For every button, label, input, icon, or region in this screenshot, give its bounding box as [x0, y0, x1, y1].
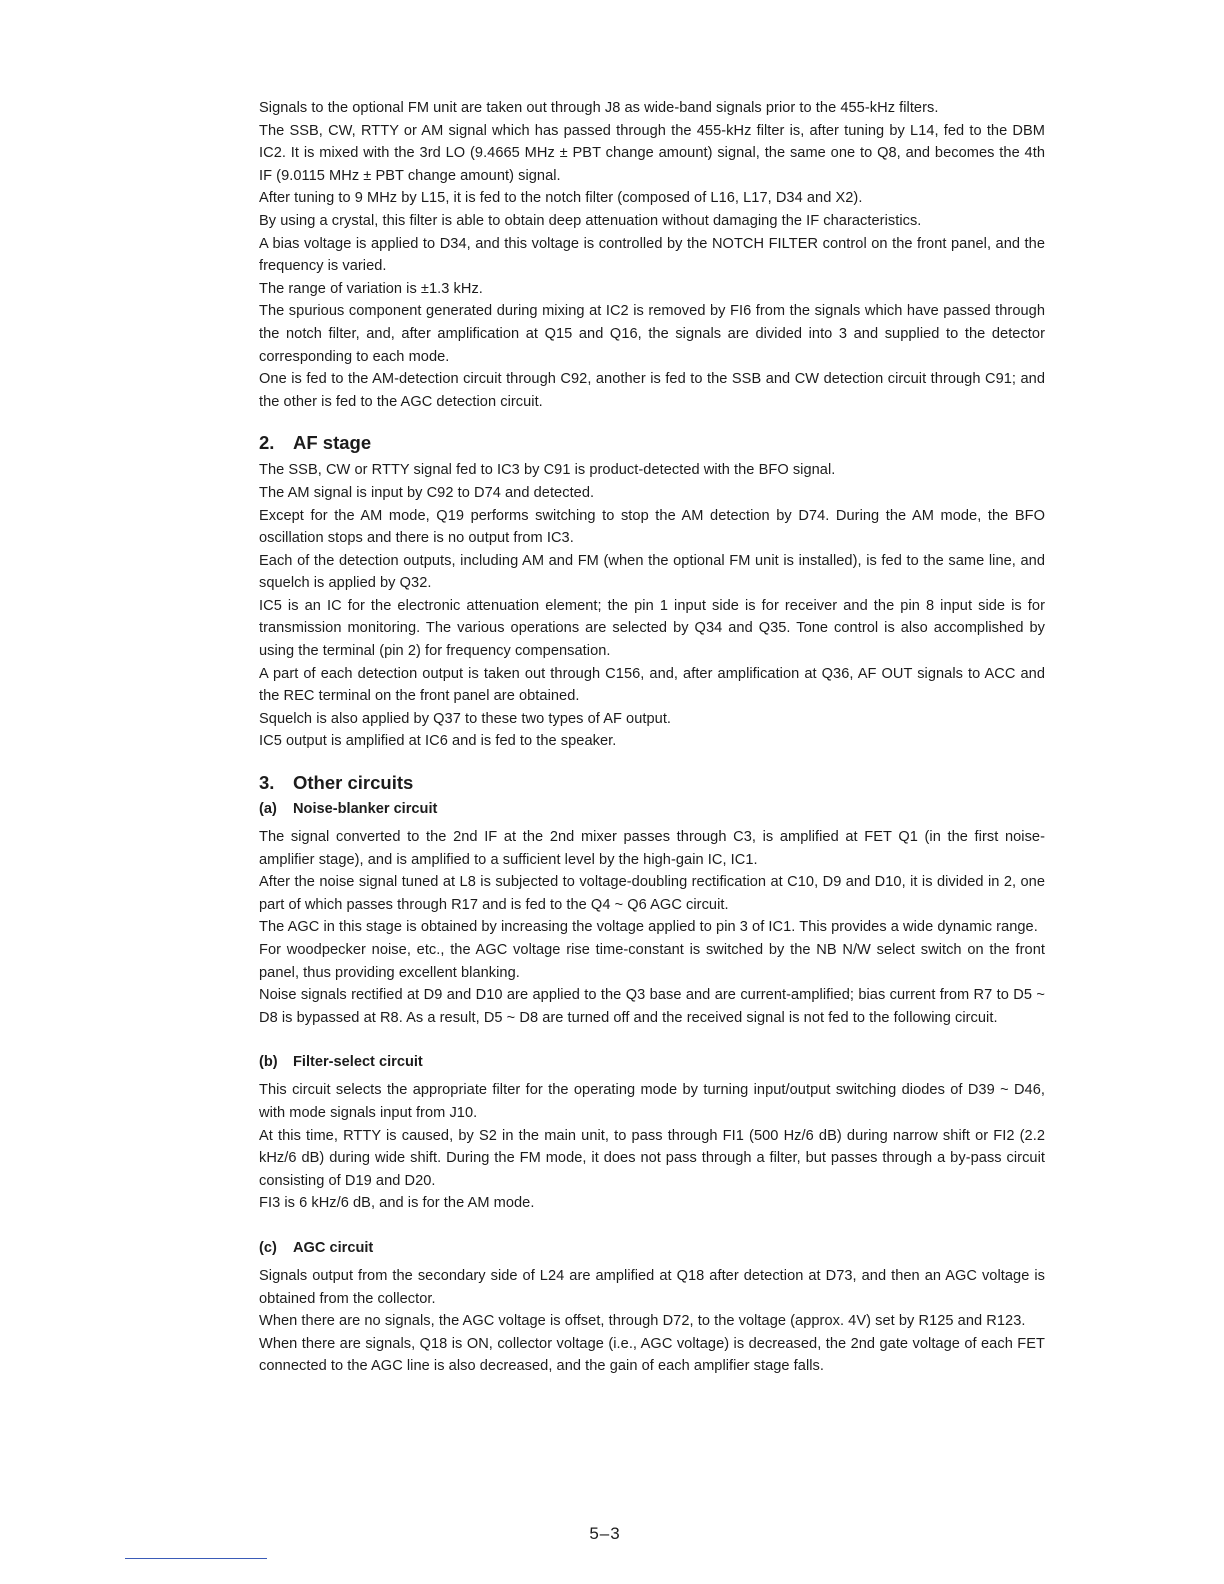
intro-paragraph: The spurious component generated during mixing at IC2 is removed by FI6 from the signals which have passed through the notch filter, and, after amplification at Q15 and Q16, the signals are divided into 3 and supplied to the detector corresponding to each mode. — [259, 303, 1045, 365]
subsection-title: AGC circuit — [293, 1239, 374, 1256]
fs-paragraph: At this time, RTTY is caused, by S2 in the main unit, to pass through FI1 (500 Hz/6 dB) during narrow shift or FI2 (2.2 kHz/6 dB) during wide shift. During the FM mode, it does not pass through a filter, but passes through a by-pass circuit consisting of D19 and D20. — [259, 1127, 1045, 1189]
nb-paragraph: Noise signals rectified at D9 and D10 are applied to the Q3 base and are current-amplified; bias current from R7 to D5 ~ D8 is bypassed at R8. As a result, D5 ~ D8 are turned off and the received signal is not fed to the following circuit. — [259, 987, 1045, 1026]
intro-paragraph: After tuning to 9 MHz by L15, it is fed to the notch filter (composed of L16, L17, D34 and X2). — [259, 190, 863, 207]
nb-paragraph: The signal converted to the 2nd IF at the 2nd mixer passes through C3, is amplified at FET Q1 (in the first noise-amplifier stage), and is amplified to a sufficient level by the high-gain IC, IC1. — [259, 829, 1045, 868]
agc-paragraph: When there are no signals, the AGC voltage is offset, through D72, to the voltage (approx. 4V) set by R125 and R123. — [259, 1313, 1026, 1330]
intro-paragraph: A bias voltage is applied to D34, and this voltage is controlled by the NOTCH FILTER control on the front panel, and the frequency is varied. — [259, 235, 1045, 275]
fs-paragraph: FI3 is 6 kHz/6 dB, and is for the AM mode. — [259, 1195, 535, 1212]
page-body — [259, 97, 1045, 1378]
subsection-label: (c) — [259, 1239, 277, 1256]
section-heading-af-stage — [259, 430, 1045, 456]
af-paragraph: Squelch is also applied by Q37 to these two types of AF output. — [259, 710, 672, 727]
af-paragraph: IC5 output is amplified at IC6 and is fed to the speaker. — [259, 733, 617, 750]
subsection-title: Noise-blanker circuit — [293, 801, 438, 818]
subsection-label: (a) — [259, 801, 277, 818]
intro-paragraph: The SSB, CW, RTTY or AM signal which has passed through the 455-kHz filter is, after tuning by L14, fed to the DBM IC2. It is mixed with the 3rd LO (9.4665 MHz ± PBT change amount) signal, the same one to Q8, and becomes the 4th IF (9.0115 MHz ± PBT change amount) signal. — [259, 122, 1045, 184]
fs-paragraph: This circuit selects the appropriate filter for the operating mode by turning input/output switching diodes of D39 ~ D46, with mode signals input from J10. — [259, 1082, 1045, 1121]
intro-paragraph: One is fed to the AM-detection circuit through C92, another is fed to the SSB and CW detection circuit through C91; and the other is fed to the AGC detection circuit. — [259, 371, 1045, 410]
agc-paragraph: Signals output from the secondary side of L24 are amplified at Q18 after detection at D73, and then an AGC voltage is obtained from the collector. — [259, 1267, 1045, 1307]
nb-paragraph: The AGC in this stage is obtained by increasing the voltage applied to pin 3 of IC1. This provides a wide dynamic range. — [259, 919, 1038, 936]
af-paragraph: The SSB, CW or RTTY signal fed to IC3 by C91 is product-detected with the BFO signal. — [259, 462, 836, 479]
intro-paragraph: Signals to the optional FM unit are taken out through J8 as wide-band signals prior to the 455-kHz filters. — [259, 100, 939, 116]
intro-paragraph: By using a crystal, this filter is able to obtain deep attenuation without damaging the IF characteristics. — [259, 212, 922, 229]
section-title: Other circuits — [293, 772, 414, 794]
af-paragraph: A part of each detection output is taken out through C156, and, after amplification at Q36, AF OUT signals to ACC and the REC terminal on the front panel are obtained. — [259, 665, 1045, 705]
subsection-heading-filter-select — [259, 1051, 1045, 1073]
footer-rule — [125, 1558, 267, 1559]
nb-paragraph: For woodpecker noise, etc., the AGC voltage rise time-constant is switched by the NB N/W select switch on the front panel, thus providing excellent blanking. — [259, 942, 1045, 981]
section-title: AF stage — [293, 432, 372, 454]
filter-select-block — [259, 1079, 1045, 1215]
af-stage-block — [259, 459, 1045, 753]
section-number: 3. — [259, 772, 275, 794]
af-paragraph: Except for the AM mode, Q19 performs switching to stop the AM detection by D74. During the AM mode, the BFO oscillation stops and there is no output from IC3. — [259, 507, 1045, 547]
subsection-label: (b) — [259, 1054, 278, 1071]
section-number: 2. — [259, 432, 275, 454]
af-paragraph: The AM signal is input by C92 to D74 and detected. — [259, 484, 595, 501]
agc-paragraph: When there are signals, Q18 is ON, collector voltage (i.e., AGC voltage) is decreased, the 2nd gate voltage of each FET connected to the AGC line is also decreased, and the gain of each amplifier stage falls. — [259, 1335, 1045, 1375]
af-paragraph: IC5 is an IC for the electronic attenuation element; the pin 1 input side is for receiver and the pin 8 input side is for transmission monitoring. The various operations are selected by Q34 and Q35. Tone control is also accomplished by using the terminal (pin 2) for frequency compensation. — [259, 597, 1045, 660]
subsection-heading-agc — [259, 1237, 1045, 1259]
intro-paragraph: The range of variation is ±1.3 kHz. — [259, 280, 483, 297]
section-heading-other-circuits — [259, 770, 1045, 796]
subsection-heading-noise-blanker — [259, 798, 1045, 820]
nb-paragraph: After the noise signal tuned at L8 is subjected to voltage-doubling rectification at C10, D9 and D10, it is divided in 2, one part of which passes through R17 and is fed to the Q4 ~ Q6 AGC circuit. — [259, 874, 1045, 913]
subsection-title: Filter-select circuit — [293, 1054, 423, 1071]
intro-block — [259, 97, 1045, 413]
page-number: 5–3 — [589, 1524, 621, 1543]
noise-blanker-block — [259, 826, 1045, 1029]
agc-block — [259, 1265, 1045, 1378]
af-paragraph: Each of the detection outputs, including AM and FM (when the optional FM unit is installed), is fed to the same line, and squelch is applied by Q32. — [259, 552, 1045, 592]
